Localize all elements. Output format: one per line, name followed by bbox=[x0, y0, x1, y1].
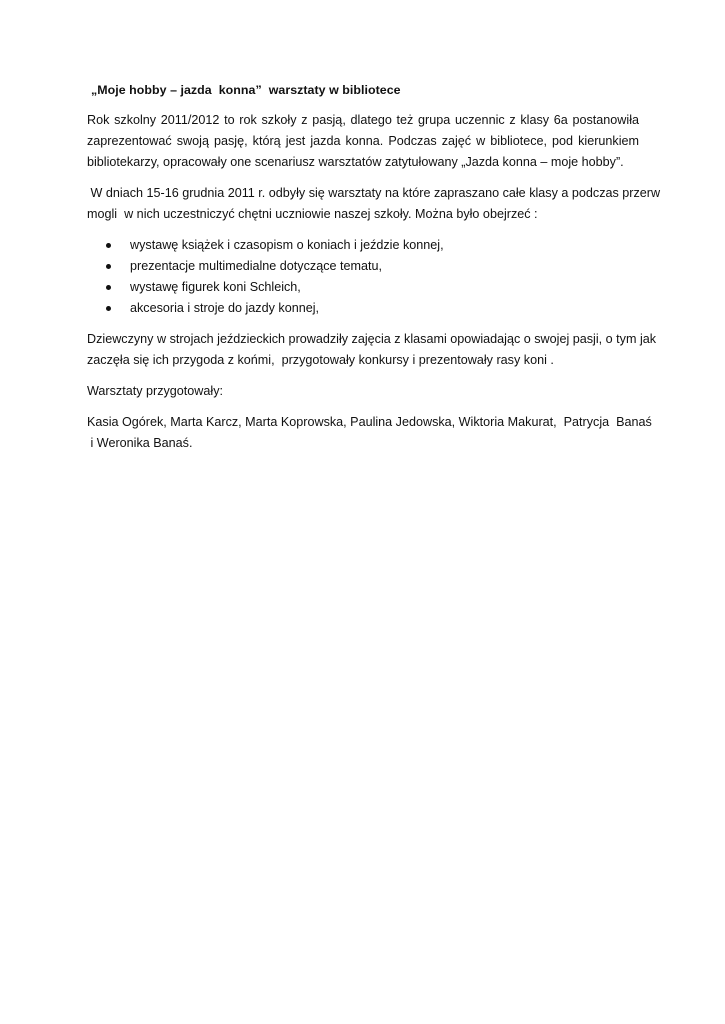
paragraph-event bbox=[87, 183, 661, 225]
document-title: „Moje hobby – jazda konna” warsztaty w bibliotece bbox=[91, 83, 401, 97]
list-item bbox=[87, 256, 639, 277]
text-line: Warsztaty przygotowały: bbox=[87, 384, 224, 398]
text-line: zaprezentować swoją pasję, którą jest jazda konna. Podczas zajęć w bibliotece, pod kierunkiem bbox=[87, 134, 639, 148]
exhibits-list bbox=[87, 235, 639, 319]
bullet-icon bbox=[106, 243, 111, 248]
text-line: Rok szkolny 2011/2012 to rok szkoły z pasją, dlatego też grupa uczennic z klasy 6a postanowiła bbox=[87, 113, 639, 127]
bullet-icon bbox=[106, 306, 111, 311]
text-line: i Weronika Banaś. bbox=[87, 436, 193, 450]
list-item-text: wystawę książek i czasopism o koniach i jeździe konnej, bbox=[130, 238, 444, 252]
bullet-icon bbox=[106, 285, 111, 290]
text-line: Kasia Ogórek, Marta Karcz, Marta Koprowska, Paulina Jedowska, Wiktoria Makurat, Patrycja Banaś bbox=[87, 415, 652, 429]
text-line: bibliotekarzy, opracowały one scenariusz warsztatów zatytułowany „Jazda konna – moje hobby”. bbox=[87, 155, 624, 169]
list-item bbox=[87, 298, 639, 319]
text-line: W dniach 15-16 grudnia 2011 r. odbyły się warsztaty na które zapraszano całe klasy a podczas przerw bbox=[87, 186, 661, 200]
text-line: mogli w nich uczestniczyć chętni uczniowie naszej szkoły. Można było obejrzeć : bbox=[87, 207, 538, 221]
list-item-text: prezentacje multimedialne dotyczące tematu, bbox=[130, 259, 383, 273]
bullet-icon bbox=[106, 264, 111, 269]
list-item bbox=[87, 235, 639, 256]
list-item-text: wystawę figurek koni Schleich, bbox=[130, 280, 301, 294]
paragraph-activities bbox=[87, 329, 657, 371]
paragraph-organizers-heading bbox=[87, 381, 639, 402]
list-item bbox=[87, 277, 639, 298]
list-item-text: akcesoria i stroje do jazdy konnej, bbox=[130, 301, 320, 315]
paragraph-organizers-names bbox=[87, 412, 652, 454]
text-line: Dziewczyny w strojach jeździeckich prowadziły zajęcia z klasami opowiadając o swojej pasji, o tym jak bbox=[87, 332, 657, 346]
document-page bbox=[87, 80, 661, 464]
text-line: zaczęła się ich przygoda z końmi, przygotowały konkursy i prezentowały rasy koni . bbox=[87, 353, 554, 367]
paragraph-intro bbox=[87, 110, 639, 173]
